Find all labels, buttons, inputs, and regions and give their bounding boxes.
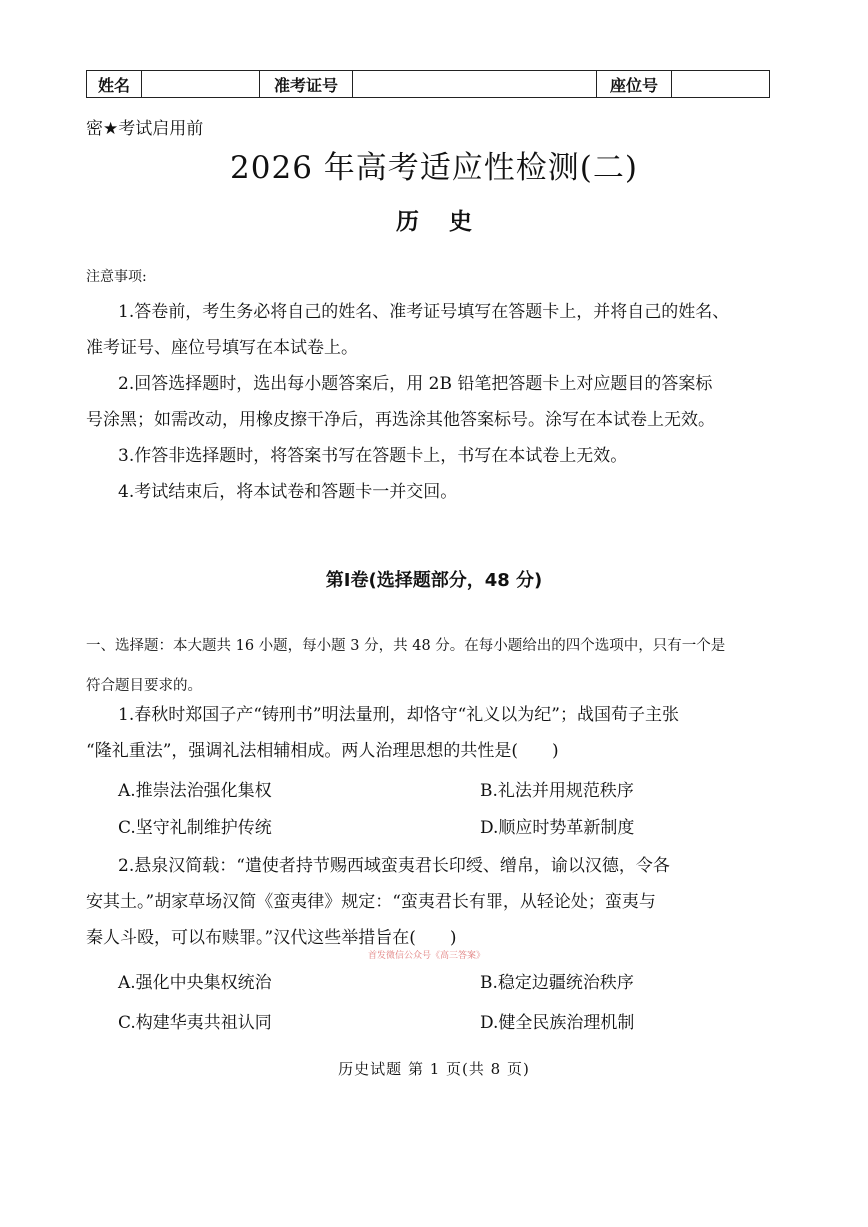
notice-line: 1.答卷前，考生务必将自己的姓名、准考证号填写在答题卡上，并将自己的姓名、 bbox=[118, 302, 730, 322]
q2-option-a: A.强化中央集权统治 bbox=[118, 973, 272, 993]
q2-option-b: B.稳定边疆统治秩序 bbox=[480, 973, 634, 993]
notice-line: 号涂黑；如需改动，用橡皮擦干净后，再选涂其他答案标号。涂写在本试卷上无效。 bbox=[86, 410, 715, 430]
question-line: 安其土。”胡家草场汉简《蛮夷律》规定：“蛮夷君长有罪，从轻论处；蛮夷与 bbox=[86, 892, 656, 912]
question-line: 秦人斗殴，可以布赎罪。”汉代这些举措旨在( ) bbox=[86, 928, 457, 948]
watermark-text: 首发微信公众号《高三答案》 bbox=[368, 951, 486, 961]
part-instructions-line: 一、选择题：本大题共 16 小题，每小题 3 分，共 48 分。在每小题给出的四个选项中，只有一个是 bbox=[86, 638, 726, 654]
question-2 bbox=[86, 848, 792, 956]
question-1 bbox=[86, 697, 792, 769]
notice-line: 准考证号、座位号填写在本试卷上。 bbox=[86, 338, 358, 358]
notice-heading: 注意事项: bbox=[86, 269, 147, 285]
notice-line: 3.作答非选择题时，将答案书写在答题卡上，书写在本试卷上无效。 bbox=[118, 446, 628, 466]
seat-field bbox=[672, 71, 769, 97]
exam-id-label: 准考证号 bbox=[260, 71, 353, 97]
page-footer: 历史试题 第 1 页(共 8 页) bbox=[338, 1060, 530, 1078]
seat-label: 座位号 bbox=[597, 71, 672, 97]
question-line: 1.春秋时郑国子产“铸刑书”明法量刑，却恪守“礼义以为纪”；战国荀子主张 bbox=[118, 705, 679, 725]
exam-id-field bbox=[353, 71, 597, 97]
q1-option-b: B.礼法并用规范秩序 bbox=[480, 781, 634, 801]
name-label: 姓名 bbox=[87, 71, 142, 97]
name-field bbox=[142, 71, 260, 97]
confidential-note: 密★考试启用前 bbox=[86, 119, 204, 139]
exam-title: 2026 年高考适应性检测(二) bbox=[230, 150, 638, 186]
q1-option-a: A.推崇法治强化集权 bbox=[118, 781, 272, 801]
part-instructions-line: 符合题目要求的。 bbox=[86, 678, 202, 694]
q2-option-c: C.构建华夷共祖认同 bbox=[118, 1013, 272, 1033]
q2-option-d: D.健全民族治理机制 bbox=[480, 1013, 635, 1033]
candidate-info-table bbox=[86, 70, 770, 98]
notice-list bbox=[86, 294, 792, 510]
subject-title: 历史 bbox=[396, 209, 502, 235]
question-line: “隆礼重法”，强调礼法相辅相成。两人治理思想的共性是( ) bbox=[86, 741, 559, 761]
q1-option-c: C.坚守礼制维护传统 bbox=[118, 818, 272, 838]
part-instructions bbox=[86, 626, 792, 706]
q1-option-d: D.顺应时势革新制度 bbox=[480, 818, 635, 838]
section-title: 第Ⅰ卷(选择题部分，48 分) bbox=[325, 570, 543, 591]
notice-line: 4.考试结束后，将本试卷和答题卡一并交回。 bbox=[118, 482, 458, 502]
question-line: 2.悬泉汉简载：“遣使者持节赐西域蛮夷君长印绶、缯帛，谕以汉德，令各 bbox=[118, 856, 670, 876]
notice-line: 2.回答选择题时，选出每小题答案后，用 2B 铅笔把答题卡上对应题目的答案标 bbox=[118, 374, 713, 394]
